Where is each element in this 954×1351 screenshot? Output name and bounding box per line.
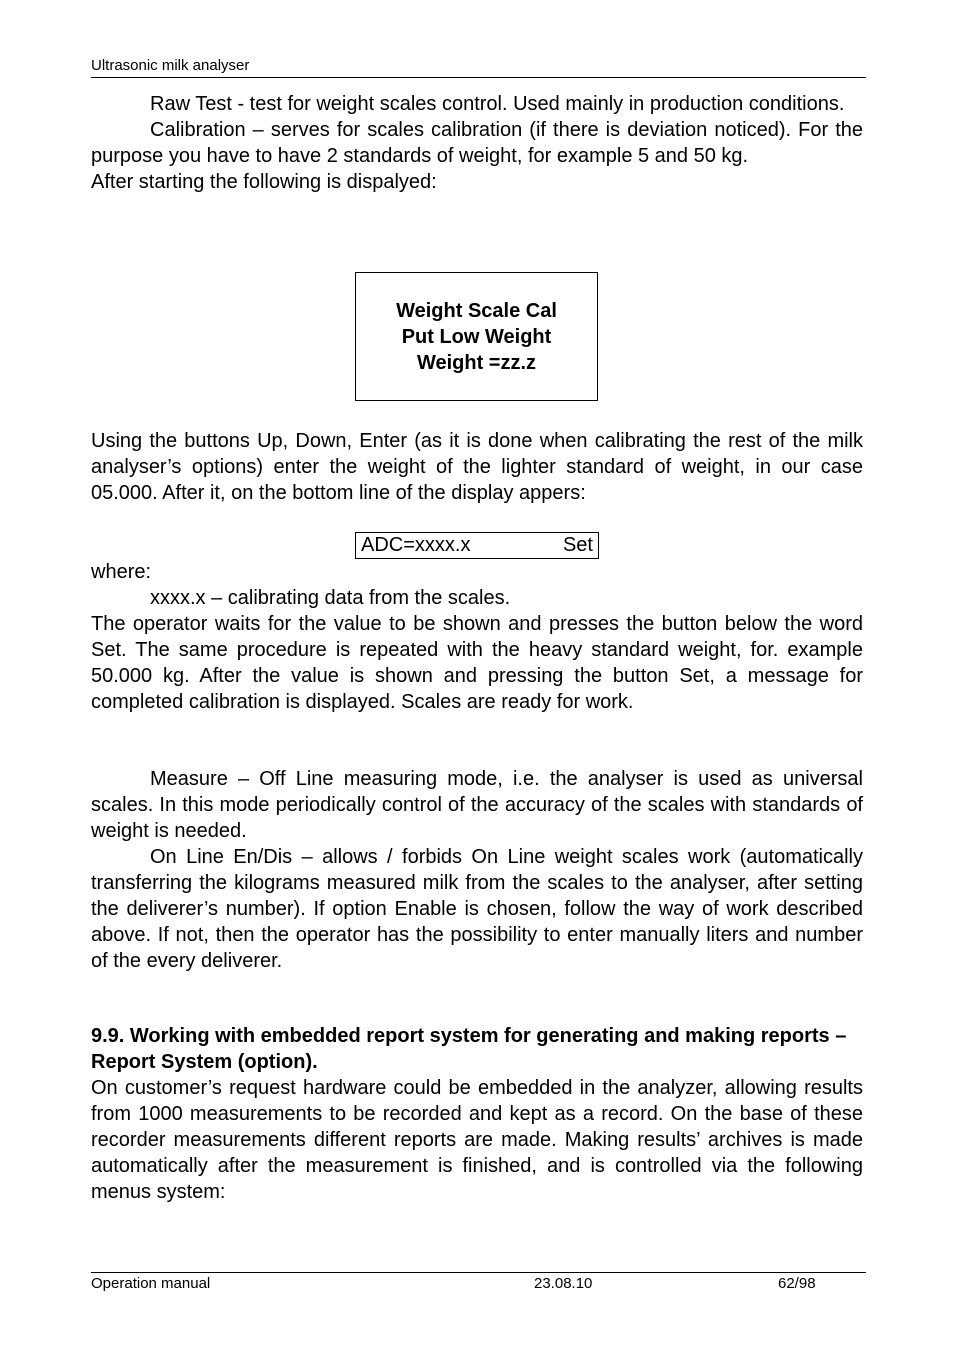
measure-paragraph: Measure – Off Line measuring mode, i.e. the analyser is used as universal scales. In this mode periodically control of the accuracy of the scales with standards of weight is needed. bbox=[91, 768, 863, 842]
adc-display-box bbox=[355, 532, 599, 559]
footer-page-number: 62/98 bbox=[778, 1275, 816, 1292]
using-buttons-paragraph: Using the buttons Up, Down, Enter (as it is done when calibrating the rest of the milk analyser’s options) enter the weight of the lighter standard of weight, in our case 05.000. After it, on the bottom line of the display appers: bbox=[91, 430, 863, 504]
xxxx-definition: xxxx.x – calibrating data from the scales. bbox=[150, 587, 511, 609]
modes-block bbox=[91, 766, 863, 974]
footer-rule bbox=[91, 1272, 866, 1273]
report-block bbox=[91, 1075, 863, 1205]
lcd-display-box bbox=[355, 272, 598, 401]
display-line-1: Weight Scale Cal bbox=[396, 299, 557, 322]
adc-value: ADC=xxxx.x bbox=[361, 534, 471, 556]
after-start-paragraph: After starting the following is dispalyed: bbox=[91, 171, 437, 193]
adc-set-label: Set bbox=[562, 534, 593, 556]
header-title: Ultrasonic milk analyser bbox=[91, 57, 250, 74]
operator-paragraph: The operator waits for the value to be shown and presses the button below the word Set. The same procedure is repeated with the heavy standard weight, for. example 50.000 kg. After the value is shown and pressing the button Set, a message for completed calibration is displayed. Scales are ready for work. bbox=[91, 613, 863, 713]
report-intro-paragraph: On customer’s request hardware could be embedded in the analyzer, allowing results from 1000 measurements to be recorded and kept as a record. On the base of these recorder measurements different reports are made. Making results’ archives is made automatically after the measurement is finished, and is controlled via the following menus system: bbox=[91, 1077, 863, 1203]
footer-manual-label: Operation manual bbox=[91, 1275, 211, 1292]
section-block bbox=[91, 1023, 863, 1075]
section-title: 9.9. Working with embedded report system for generating and making reports – Report System (option). bbox=[91, 1025, 847, 1073]
intro-block bbox=[91, 91, 863, 195]
display-line-2: Put Low Weight bbox=[401, 325, 552, 348]
raw-test-paragraph: Raw Test - test for weight scales control. Used mainly in production conditions. bbox=[150, 93, 845, 115]
calibration-paragraph: Calibration – serves for scales calibration (if there is deviation noticed). For the purpose you have to have 2 standards of weight, for example 5 and 50 kg. bbox=[91, 119, 863, 167]
footer-date: 23.08.10 bbox=[534, 1275, 593, 1292]
display-line-3: Weight =zz.z bbox=[416, 351, 537, 374]
where-block bbox=[91, 559, 863, 715]
online-paragraph: On Line En/Dis – allows / forbids On Line weight scales work (automatically transferring the kilograms measured milk from the scales to the analyser, after setting the deliverer’s number). If option Enable is chosen, follow the way of work described above. If not, then the operator has the possibility to enter manually liters and number of the every deliverer. bbox=[91, 846, 863, 972]
using-buttons-block bbox=[91, 428, 863, 506]
where-label: where: bbox=[91, 561, 152, 583]
header-rule bbox=[91, 77, 866, 78]
